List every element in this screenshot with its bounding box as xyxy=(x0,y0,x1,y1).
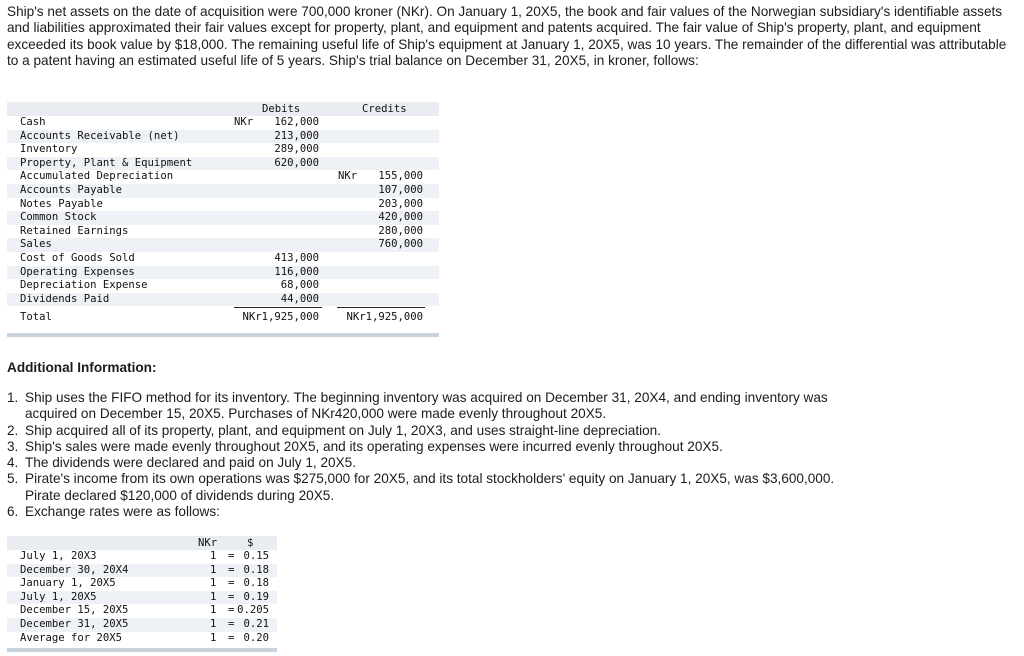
table-row xyxy=(7,591,277,605)
rate-equals: = xyxy=(228,563,235,576)
debit-amount: 413,000 xyxy=(274,252,319,264)
total-credit: NKr1,925,000 xyxy=(346,311,423,323)
debit-amount: 68,000 xyxy=(280,279,319,292)
rate-nkr: 1 xyxy=(210,618,217,630)
table-row xyxy=(7,198,439,212)
credit-amount: 155,000 xyxy=(378,170,423,183)
rate-date: January 1, 20X5 xyxy=(20,577,116,590)
table-row xyxy=(7,293,439,307)
rate-usd: 0.19 xyxy=(243,590,269,603)
table-row xyxy=(7,266,439,280)
list-item-number: 6. xyxy=(7,504,19,520)
table-row xyxy=(7,116,439,130)
debits-header: Debits xyxy=(262,103,301,115)
rate-equals: = xyxy=(228,604,235,617)
total-debit: NKr1,925,000 xyxy=(242,311,319,323)
credit-amount: 420,000 xyxy=(378,211,423,224)
list-item-text: Ship uses the FIFO method for its inventory. The beginning inventory was acquired on December 31, 20X4, and ending inventory was acquired on December 15, 20X5. Purchases of NKr420,000 were made evenly throughout 20X5. xyxy=(25,390,828,422)
debit-total-rule xyxy=(234,307,322,308)
rate-date: Average for 20X5 xyxy=(20,631,123,644)
table-row xyxy=(7,252,439,266)
list-item-number: 2. xyxy=(7,422,19,438)
debit-amount: 162,000 xyxy=(274,116,319,128)
debit-amount: 620,000 xyxy=(274,156,319,169)
list-item xyxy=(7,390,847,423)
total-row xyxy=(7,311,439,325)
table-row xyxy=(7,550,277,564)
rate-date: December 30, 20X4 xyxy=(20,563,129,576)
table-row xyxy=(7,211,439,225)
list-item-text: The dividends were declared and paid on July 1, 20X5. xyxy=(25,455,356,471)
list-item-text: Ship's sales were made evenly throughout 20X5, and its operating expenses were incurred evenly throughout 20X5. xyxy=(25,438,723,454)
rate-usd: 0.205 xyxy=(237,604,269,617)
rate-date: December 15, 20X5 xyxy=(20,604,129,617)
total-label: Total xyxy=(20,311,52,323)
debit-amount: 116,000 xyxy=(274,265,319,278)
exchange-rates-header-bar xyxy=(7,536,277,550)
table-row xyxy=(7,184,439,198)
account-label: Accumulated Depreciation xyxy=(20,170,174,183)
rate-nkr: 1 xyxy=(210,631,217,644)
rate-date: December 31, 20X5 xyxy=(20,618,129,630)
rate-equals: = xyxy=(228,550,235,562)
rate-date: July 1, 20X3 xyxy=(20,550,97,562)
account-label: Sales xyxy=(20,238,52,251)
list-item-text: Exchange rates were as follows: xyxy=(25,504,220,520)
account-label: Operating Expenses xyxy=(20,265,135,278)
list-item-number: 3. xyxy=(7,438,19,454)
credit-total-rule xyxy=(337,307,425,308)
debit-amount: 44,000 xyxy=(280,292,319,305)
account-label: Common Stock xyxy=(20,211,97,224)
additional-info-title: Additional Information: xyxy=(7,360,157,375)
table-row xyxy=(7,618,277,632)
account-label: Accounts Payable xyxy=(20,184,123,196)
rate-usd: 0.21 xyxy=(243,618,269,630)
account-label: Dividends Paid xyxy=(20,292,110,305)
rate-equals: = xyxy=(228,590,235,603)
list-item-number: 4. xyxy=(7,455,19,471)
debit-amount: 289,000 xyxy=(274,143,319,156)
list-item-number: 5. xyxy=(7,471,19,487)
account-label: Notes Payable xyxy=(20,197,103,210)
debit-amount: 213,000 xyxy=(274,129,319,142)
rate-nkr: 1 xyxy=(210,563,217,576)
list-item-number: 1. xyxy=(7,390,19,405)
credit-amount: 203,000 xyxy=(378,197,423,210)
rate-equals: = xyxy=(228,618,235,630)
credit-amount: 760,000 xyxy=(378,238,423,251)
table-row xyxy=(7,170,439,184)
table-row xyxy=(7,143,439,157)
rate-nkr: 1 xyxy=(210,590,217,603)
rate-usd: 0.15 xyxy=(243,550,269,562)
account-label: Inventory xyxy=(20,143,78,156)
account-label: Depreciation Expense xyxy=(20,279,148,292)
list-item xyxy=(7,471,847,504)
table-row xyxy=(7,632,277,646)
debit-currency: NKr xyxy=(234,116,254,128)
credit-amount: 280,000 xyxy=(378,224,423,237)
rate-nkr: 1 xyxy=(210,604,217,617)
list-item xyxy=(7,504,847,520)
account-label: Accounts Receivable (net) xyxy=(20,129,180,142)
rate-nkr: 1 xyxy=(210,577,217,590)
credits-header: Credits xyxy=(362,103,407,115)
rate-date: July 1, 20X5 xyxy=(20,590,97,603)
table-row xyxy=(7,157,439,171)
rate-usd: 0.18 xyxy=(243,563,269,576)
rate-nkr: 1 xyxy=(210,550,217,562)
nkr-header: NKr xyxy=(198,537,218,549)
list-item-text: Ship acquired all of its property, plant, and equipment on July 1, 20X3, and uses straight-line depreciation. xyxy=(25,422,662,438)
trial-balance-bottom-bar xyxy=(7,333,439,337)
credit-currency: NKr xyxy=(338,170,358,183)
list-item xyxy=(7,439,847,455)
table-row xyxy=(7,564,277,578)
additional-info-list xyxy=(7,390,847,520)
account-label: Cash xyxy=(20,116,46,128)
rate-equals: = xyxy=(228,631,235,644)
list-item xyxy=(7,423,847,439)
table-row xyxy=(7,225,439,239)
rate-usd: 0.18 xyxy=(243,577,269,590)
list-item xyxy=(7,455,847,471)
rate-equals: = xyxy=(228,577,235,590)
usd-header: $ xyxy=(247,537,254,549)
account-label: Cost of Goods Sold xyxy=(20,252,135,264)
table-row xyxy=(7,130,439,144)
exchange-rates-bottom-bar xyxy=(7,648,277,652)
rate-usd: 0.20 xyxy=(243,631,269,644)
table-row xyxy=(7,279,439,293)
table-row xyxy=(7,604,277,618)
table-row xyxy=(7,238,439,252)
account-label: Property, Plant & Equipment xyxy=(20,156,193,169)
intro-paragraph: Ship's net assets on the date of acquisition were 700,000 kroner (NKr). On January 1, 20X5, the book and fair values of the Norwegian subsidiary's identifiable assets and liabilities approximated their fair values except for property, plant, and equipment and patents acquired. The fair value of Ship's property, plant, and equipment exceeded its book value by $18,000. The remaining useful life of Ship's equipment at January 1, 20X5, was 10 years. The remainder of the differential was attributable to a patent having an estimated useful life of 5 years. Ship's trial balance on December 31, 20X5, in kroner, follows: xyxy=(7,4,1007,68)
account-label: Retained Earnings xyxy=(20,224,129,237)
table-row xyxy=(7,577,277,591)
credit-amount: 107,000 xyxy=(378,184,423,196)
list-item-text: Pirate's income from its own operations was $275,000 for 20X5, and its total stockholders' equity on January 1, 20X5, was $3,600,000. Pirate declared $120,000 of dividends during 20X5. xyxy=(25,471,835,503)
